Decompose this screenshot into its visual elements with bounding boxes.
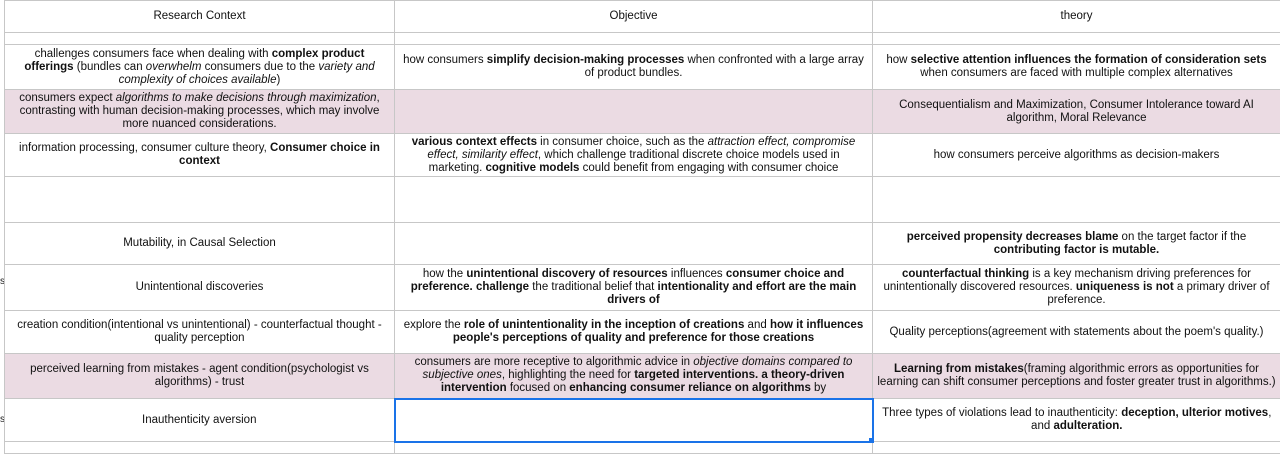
text-run: , highlighting the need for [502, 369, 634, 381]
table-row [5, 45, 1280, 90]
empty-cell[interactable] [5, 33, 395, 45]
text-run: Learning from mistakes [894, 363, 1024, 375]
text-run: the traditional belief that [529, 281, 658, 293]
research-context-cell[interactable] [5, 311, 395, 354]
theory-cell[interactable] [873, 177, 1280, 223]
text-run: a primary driver of preference. [1047, 281, 1269, 306]
text-run: deception, ulterior motives [1121, 407, 1268, 419]
theory-cell[interactable] [873, 45, 1280, 90]
objective-cell[interactable] [395, 354, 873, 399]
text-run: selective attention influences the formation of consideration sets [911, 54, 1267, 66]
objective-cell[interactable] [395, 311, 873, 354]
table-row [5, 90, 1280, 134]
text-run: consumers due to the [201, 61, 318, 73]
text-run: adulteration. [1053, 420, 1122, 432]
table-row [5, 265, 1280, 311]
theory-cell[interactable] [873, 265, 1280, 311]
empty-cell[interactable] [395, 33, 873, 45]
objective-cell[interactable] [395, 45, 873, 90]
text-run: , contrasting with human decision-making processes, which may involve more nuanced considerations. [20, 92, 380, 130]
empty-cell[interactable] [873, 33, 1280, 45]
spacer-row [5, 33, 1280, 45]
theory-cell[interactable] [873, 311, 1280, 354]
text-run: variety and complexity of choices available [119, 61, 375, 86]
text-run: Consequentialism and Maximization, Consumer Intolerance toward AI algorithm, Moral Relevance [899, 99, 1254, 124]
text-run: , which challenge traditional discrete choice models used in marketing. [429, 149, 840, 174]
text-run: explore the [404, 319, 464, 331]
table-row [5, 177, 1280, 223]
text-run: intentionality and effort are the main drivers of [607, 281, 856, 306]
text-run: information processing, consumer culture theory, [19, 142, 270, 154]
text-run: Unintentional discoveries [136, 281, 264, 293]
header-row [5, 1, 1280, 33]
objective-cell[interactable] [395, 223, 873, 265]
text-run: targeted interventions. [634, 369, 758, 381]
research-context-cell[interactable] [5, 223, 395, 265]
text-run: in consumer choice, such as the [537, 136, 708, 148]
objective-cell[interactable] [395, 134, 873, 177]
research-context-cell[interactable] [5, 177, 395, 223]
text-run: is a key mechanism driving preferences for unintentionally discovered resources. [883, 268, 1251, 293]
text-run: and [744, 319, 770, 331]
header-research-context[interactable]: Research Context [5, 1, 395, 33]
text-run: a theory-driven intervention [441, 369, 845, 394]
text-run: (bundles can [74, 61, 146, 73]
text-run: cognitive models [486, 162, 580, 174]
text-run: consumers are more receptive to algorithmic advice in [415, 356, 694, 368]
objective-text [399, 356, 868, 395]
text-run: contributing factor is mutable. [994, 244, 1159, 256]
text-run: (framing algorithmic errors as opportunities for learning can shift consumer perceptions and foster greater trust in algorithms.) [877, 363, 1275, 388]
text-run: simplify decision-making processes [487, 54, 685, 66]
research-context-cell[interactable] [5, 265, 395, 311]
fill-handle[interactable] [868, 437, 873, 442]
text-run: when consumers are faced with multiple complex alternatives [920, 67, 1233, 79]
data-table [4, 0, 1280, 454]
table-row [5, 311, 1280, 354]
research-context-cell[interactable] [5, 45, 395, 90]
research-context-cell[interactable] [5, 90, 395, 134]
row-edge-mark: s [0, 414, 4, 425]
research-context-cell[interactable] [5, 134, 395, 177]
text-run: objective domains compared to subjective ones [423, 356, 853, 381]
text-run: how consumers [403, 54, 487, 66]
text-run: perceived learning from mistakes - agent condition(psychologist vs algorithms) - trust [30, 363, 369, 388]
text-run: uniqueness is not [1076, 281, 1174, 293]
text-run: Quality perceptions(agreement with statements about the poem's quality.) [889, 326, 1263, 338]
theory-cell[interactable] [873, 134, 1280, 177]
text-run: perceived propensity decreases blame [907, 231, 1119, 243]
text-run: Mutability, in Causal Selection [123, 237, 276, 249]
text-run: attraction effect, compromise effect, similarity effect [427, 136, 855, 161]
table-row [5, 399, 1280, 442]
objective-cell[interactable] [395, 177, 873, 223]
theory-cell[interactable] [873, 399, 1280, 442]
text-run: influences [668, 268, 726, 280]
text-run: complex product offerings [24, 48, 364, 73]
table-row [5, 223, 1280, 265]
text-run: counterfactual thinking [902, 268, 1029, 280]
text-run: challenge [476, 281, 529, 293]
text-run: consumers expect [19, 92, 116, 104]
text-run: ) [277, 74, 281, 86]
text-run: consumer choice and preference. [411, 268, 844, 293]
objective-text [399, 268, 868, 307]
objective-cell[interactable] [395, 90, 873, 134]
text-run: various context effects [412, 136, 537, 148]
text-run: Inauthenticity aversion [142, 414, 256, 426]
theory-cell[interactable] [873, 90, 1280, 134]
text-run: how the [423, 268, 466, 280]
research-context-cell[interactable] [5, 354, 395, 399]
text-run: could benefit from engaging with consumer choice [579, 162, 838, 174]
text-run: Consumer choice in context [179, 142, 380, 167]
header-theory[interactable]: theory [873, 1, 1280, 33]
header-objective[interactable]: Objective [395, 1, 873, 33]
text-run: focused on [507, 382, 570, 394]
text-run: unintentional discovery of resources [466, 268, 667, 280]
text-run: how it influences people's perceptions of quality and preference for those creations [453, 319, 863, 344]
text-run: algorithms to make decisions through maximization [116, 92, 377, 104]
text-run: enhancing consumer reliance on algorithms [569, 382, 811, 394]
text-run: by [811, 382, 826, 394]
text-run: on the target factor if the [1118, 231, 1246, 243]
text-run: Three types of violations lead to inauthenticity: [882, 407, 1121, 419]
theory-cell[interactable] [873, 354, 1280, 399]
table-row [5, 354, 1280, 399]
theory-cell[interactable] [873, 223, 1280, 265]
text-run: overwhelm [146, 61, 202, 73]
selected-objective-cell[interactable] [395, 399, 873, 442]
row-edge-mark: s [0, 276, 4, 287]
text-run: role of unintentionality in the inception of creations [464, 319, 744, 331]
objective-cell[interactable] [395, 265, 873, 311]
text-run: challenges consumers face when dealing with [35, 48, 272, 60]
text-run: how consumers perceive algorithms as decision-makers [934, 149, 1220, 161]
text-run: creation condition(intentional vs unintentional) - counterfactual thought - quality perception [17, 319, 381, 344]
table-row [5, 134, 1280, 177]
text-run: how [886, 54, 910, 66]
text-run: , and [1031, 407, 1271, 432]
research-context-cell[interactable] [5, 399, 395, 442]
text-run: when confronted with a large array of product bundles. [585, 54, 864, 79]
